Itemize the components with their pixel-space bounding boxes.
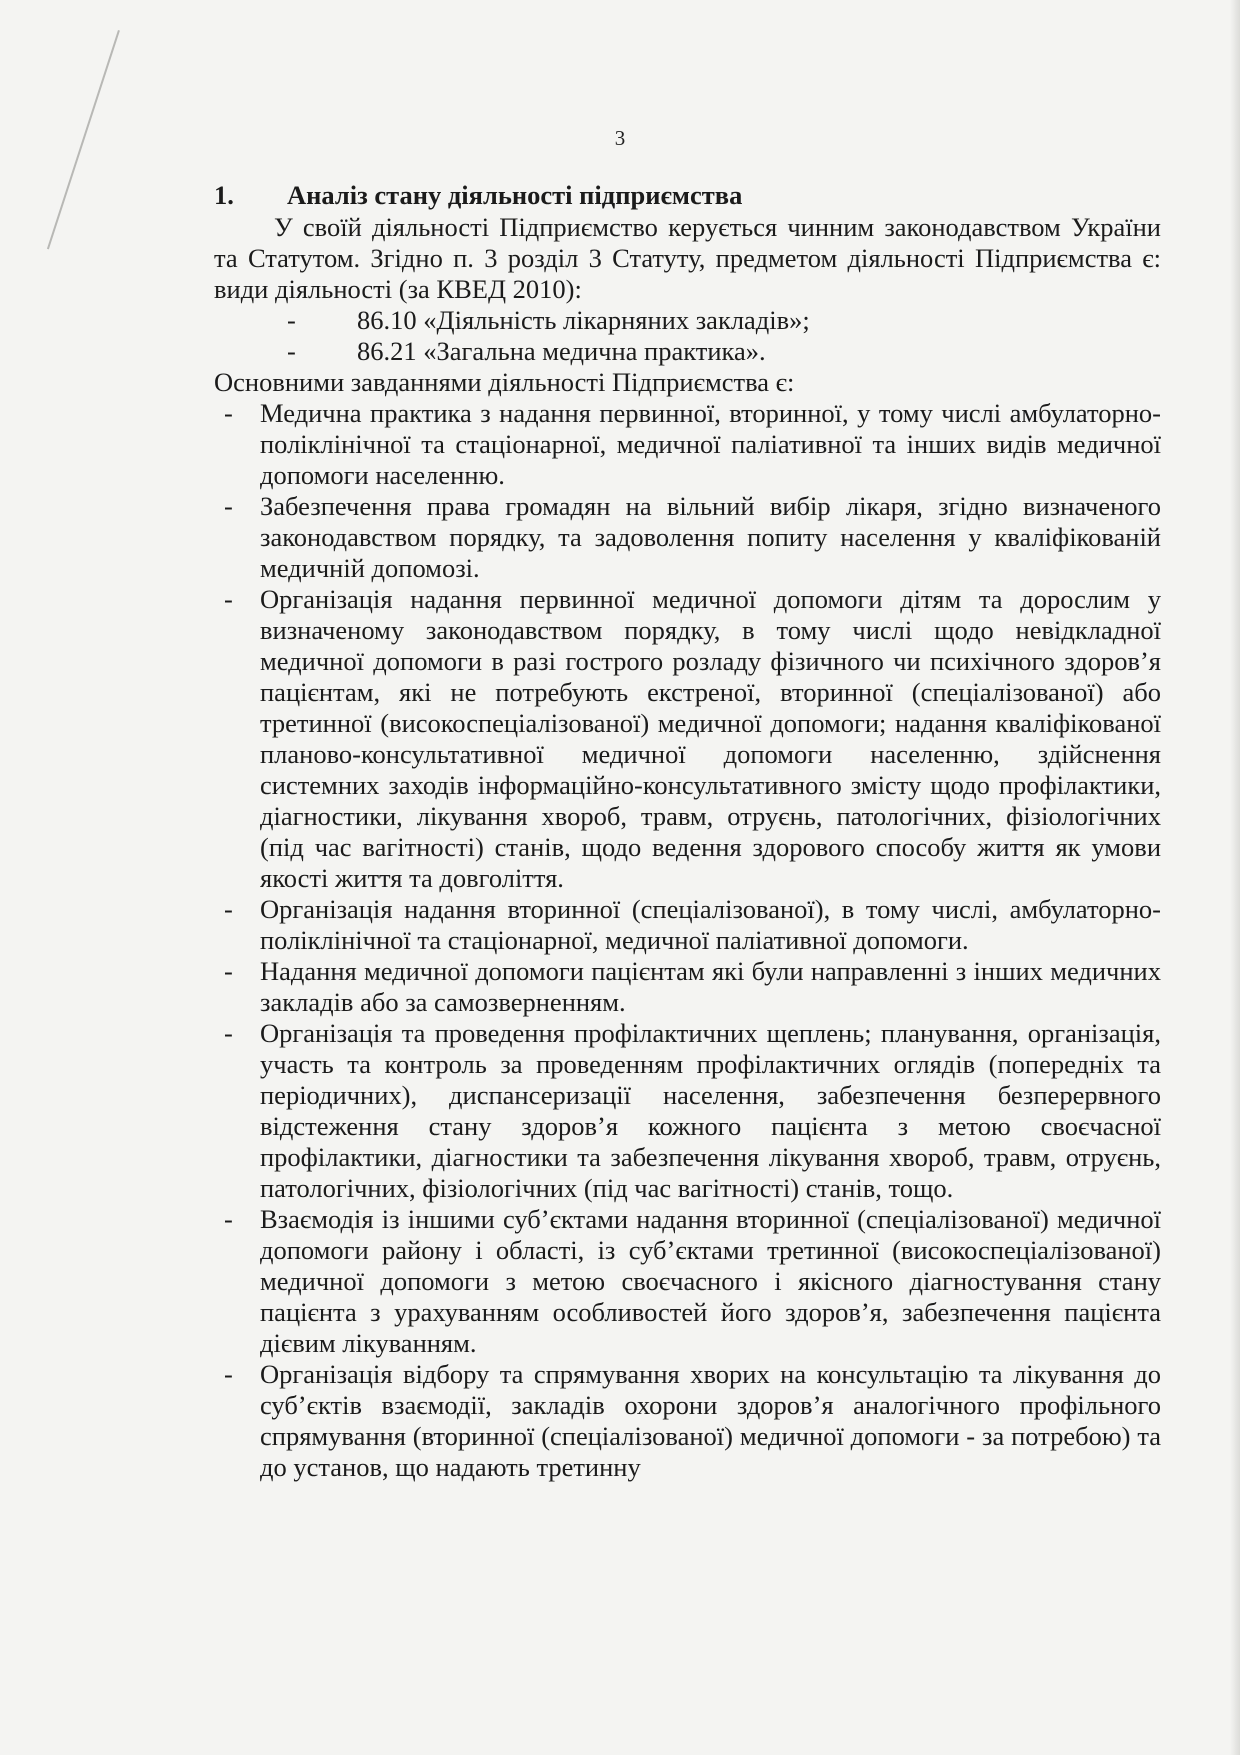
list-dash: - <box>224 956 233 986</box>
activity-codes-list <box>214 305 1161 367</box>
list-dash: - <box>224 1359 233 1389</box>
activity-code: 86.10 «Діяльність лікарняних закладів»; <box>357 305 810 335</box>
page-number: 3 <box>614 126 626 150</box>
task-text: Організація надання первинної медичної допомоги дітям та дорослим у визначеному законодавством порядку, в тому числі щодо невідкладної медичної допомоги в разі гострого розладу фізичного чи психічного здоров’я пацієнтам, які не потребують екстреної, вторинної (спеціалізованої) або третинної (високоспеціалізованої) медичної допомоги; надання кваліфікованої планово-консультативної медичної допомоги населенню, здійснення системних заходів інформаційно-консультативного змісту щодо профілактики, діагностики, лікування хвороб, травм, отруєнь, патологічних, фізіологічних (під час вагітності) станів, щодо ведення здорового способу життя як умови якості життя та довголіття. <box>260 584 1161 893</box>
task-text: Надання медичної допомоги пацієнтам які були направленні з інших медичних закладів або за самозверненням. <box>260 956 1161 1017</box>
list-item <box>214 956 1161 1018</box>
activity-code: 86.21 «Загальна медична практика». <box>357 336 766 366</box>
task-text: Забезпечення права громадян на вільний вибір лікаря, згідно визначеного законодавством порядку, та задоволення попиту населення у кваліфікованій медичній допомозі. <box>260 491 1161 583</box>
task-text: Організація та проведення профілактичних щеплень; планування, організація, участь та контроль за проведенням профілактичних оглядів (попередніх та періодичних), диспансеризації населення, забезпечення безперервного відстеження стану здоров’я кожного пацієнта з метою своєчасної профілактики, діагностики та забезпечення лікування хвороб, травм, отруєнь, патологічних, фізіологічних (під час вагітності) станів, тощо. <box>260 1018 1161 1203</box>
list-item <box>214 1204 1161 1359</box>
tasks-list <box>214 398 1161 1483</box>
section-number: 1. <box>214 180 234 210</box>
task-text: Взаємодія із іншими суб’єктами надання вторинної (спеціалізованої) медичної допомоги району і області, із суб’єктами третинної (високоспеціалізованої) медичної допомоги з метою своєчасного і якісного діагностування стану пацієнта з урахуванням особливостей його здоров’я, забезпечення пацієнта дієвим лікуванням. <box>260 1204 1161 1358</box>
task-text: Організація надання вторинної (спеціалізованої), в тому числі, амбулаторно-поліклінічної та стаціонарної, медичної паліативної допомоги. <box>260 894 1161 955</box>
list-dash: - <box>224 584 233 614</box>
list-dash: - <box>224 1018 233 1048</box>
list-item <box>214 584 1161 894</box>
list-dash: - <box>224 491 233 521</box>
list-dash: - <box>287 336 296 366</box>
list-dash: - <box>287 305 296 335</box>
tasks-intro: Основними завданнями діяльності Підприємства є: <box>214 367 795 397</box>
task-text: Медична практика з надання первинної, вторинної, у тому числі амбулаторно- поліклінічної та стаціонарної, медичної паліативної та інших видів медичної допомоги населенню. <box>260 398 1161 490</box>
list-item <box>214 1018 1161 1204</box>
section-heading <box>214 180 1161 211</box>
list-dash: - <box>224 398 233 428</box>
list-item <box>214 305 1161 336</box>
intro-paragraph: У своїй діяльності Підприємство керується чинним законодавством України та Статутом. Згідно п. 3 розділ 3 Статуту, предметом діяльності Підприємства є: види діяльності (за КВЕД 2010): <box>214 212 1161 304</box>
list-dash: - <box>224 1204 233 1234</box>
list-item <box>214 336 1161 367</box>
task-text: Організація відбору та спрямування хворих на консультацію та лікування до суб’єктів взаємодії, закладів охорони здоров’я аналогічного профільного спрямування (вторинної (спеціалізованої) медичної допомоги - за потребою) та до установ, що надають третинну <box>260 1359 1161 1482</box>
list-dash: - <box>224 894 233 924</box>
document-body <box>214 180 1161 1483</box>
list-item <box>214 491 1161 584</box>
section-title: Аналіз стану діяльності підприємства <box>287 180 743 210</box>
scan-edge-shadow <box>1230 0 1240 1755</box>
list-item <box>214 1359 1161 1483</box>
list-item <box>214 894 1161 956</box>
list-item <box>214 398 1161 491</box>
